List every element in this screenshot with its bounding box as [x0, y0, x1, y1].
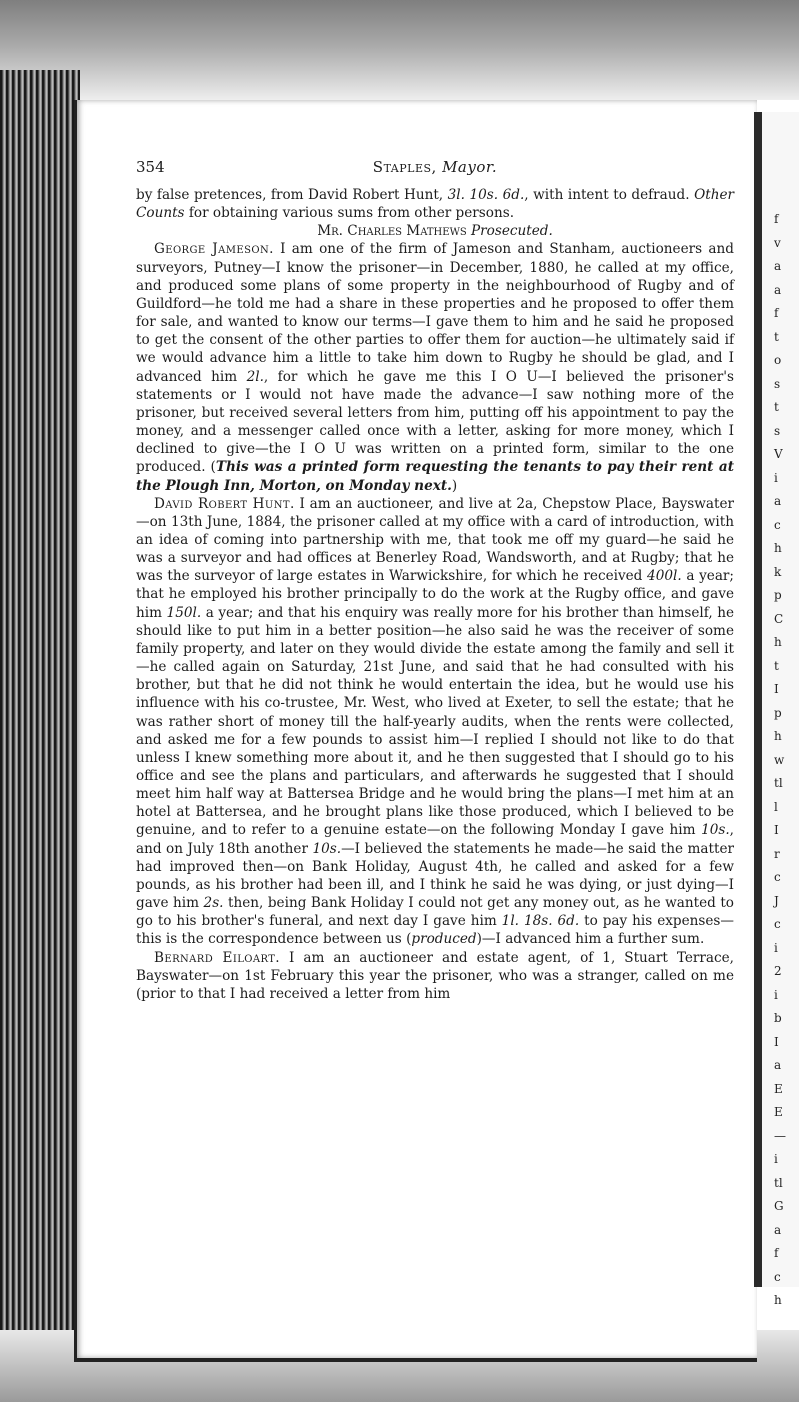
facing-page-letter: p — [774, 705, 782, 720]
text-run: by false pretences, from David Robert Hunt, — [136, 187, 448, 203]
speaker-name: George Jameson. — [154, 241, 274, 258]
facing-page-letter: I — [774, 682, 779, 696]
facing-page-letter: G — [774, 1199, 784, 1213]
speaker-name: Bernard Eiloart. — [154, 949, 281, 966]
text-run: , with intent to defraud. — [524, 187, 695, 203]
facing-page-letter: tl — [774, 1175, 783, 1190]
facing-page-letter: i — [774, 1152, 778, 1166]
facing-page-letter: s — [774, 376, 781, 391]
facing-page-letter: t — [774, 658, 779, 673]
speaker-name: David Robert Hunt. — [154, 495, 295, 512]
amount: 400l. — [647, 568, 682, 585]
text-run: —I believed the statements he made—he said the matter had improved then—on Bank Holiday, August 4th, he called and asked for a few pounds, as his brother had been ill, and I think he said he was dying, or just dying—I gave him — [136, 840, 734, 912]
facing-page-letter: V — [774, 447, 783, 461]
facing-page-letter: tl — [774, 776, 783, 790]
facing-page-letter: v — [774, 235, 781, 250]
text-run: a year; and that his enquiry was really more for his brother than himself, he should like to put him in a better position—he also said he was the receiver of some family property, and later on they would divide the estate among the family and sell it—he called again on Saturday, 21st June, and said that he had consulted with his brother, but that he did not think he would entertain the idea, but he would use his influence with his co-trustee, Mr. West, who lived at Exeter, to sell the estate; that he was rather short of money till the half-yearly audits, when the rents were collected, and asked me for a few pounds to assist him—I replied I should not like to do that unless I knew something more about it, and he then suggested that I should go to his office and see the plans and particulars, and afterwards he suggested that I should meet him half way at Battersea Bridge and he would bring the plans—I met him at an hotel at Battersea, and he brought plans like those produced, which I believed to be genuine, and to refer to a genuine estate—on the following Monday I gave him — [136, 604, 734, 839]
facing-page-letter: r — [774, 846, 780, 861]
facing-page-letter: c — [774, 1269, 781, 1284]
testimony-jameson — [136, 240, 734, 494]
amount: 10s. — [312, 840, 342, 857]
facing-page-letter: C — [774, 611, 784, 626]
facing-page-letter: i — [774, 470, 778, 485]
facing-page-letter: f — [774, 306, 779, 320]
facing-page-letter: t — [774, 400, 779, 414]
produced-note: produced — [411, 931, 477, 948]
facing-page-letter: a — [774, 259, 782, 273]
facing-page-letter: l — [774, 799, 778, 814]
facing-page-letter: J — [774, 893, 779, 908]
running-head-title: Mayor. — [442, 158, 498, 176]
facing-page-letter: h — [774, 1293, 782, 1307]
facing-page-letter: E — [774, 1105, 783, 1119]
page-content — [136, 158, 734, 1003]
text-run: I am an auctioneer and estate agent, of 1, Stuart Terrace, Bayswater—on 1st February this year the prisoner, who was a stranger, called on me (prior to that I had received a letter from him — [136, 949, 734, 1002]
facing-page-letter: f — [774, 1246, 779, 1260]
facing-page-letter: I — [774, 823, 779, 837]
facing-page-letter: — — [774, 1128, 786, 1143]
facing-page-letter: c — [774, 870, 781, 884]
amount: 2s. — [203, 895, 224, 912]
facing-page-letter: a — [774, 1222, 782, 1237]
exhibit-note: This was a printed form requesting the tenants to pay their rent at the Plough Inn, Morton, on Monday next. — [136, 459, 734, 494]
text-run: a year; that he employed his brother principally to do the work at the Rugby office, and gave him — [136, 568, 734, 621]
facing-page-letter: a — [774, 1058, 782, 1072]
facing-page-letter: a — [774, 494, 782, 508]
page-number: 354 — [136, 158, 165, 176]
prosecuted-label: Prosecuted. — [471, 223, 553, 240]
running-head-name: Staples — [372, 158, 432, 176]
facing-page-letter: f — [774, 212, 779, 226]
amount: 10s. — [701, 822, 730, 839]
text-run: to pay his expenses—this is the correspondence between us ( — [136, 913, 734, 948]
facing-page-letter: I — [774, 1034, 779, 1049]
facing-page-letter: 2 — [774, 964, 782, 978]
facing-page-letter: t — [774, 329, 779, 344]
opening-paragraph — [136, 186, 734, 222]
testimony-hunt — [136, 495, 734, 949]
facing-page-letter: w — [774, 752, 785, 767]
facing-page-edge — [754, 112, 799, 1307]
facing-page-letter: o — [774, 353, 782, 367]
facing-page-letter: k — [774, 564, 782, 579]
facing-page-letter: h — [774, 541, 782, 555]
facing-page-letter: h — [774, 729, 782, 743]
facing-page-letter: c — [774, 517, 781, 532]
book-binding-edge — [0, 70, 80, 1370]
amount: 3l. 10s. 6d. — [447, 187, 525, 203]
text-run: for obtaining various sums from other persons. — [184, 205, 515, 222]
facing-page-letter: E — [774, 1081, 783, 1096]
amount: 150l. — [166, 604, 202, 621]
facing-page-letter: a — [774, 282, 782, 297]
amount: 2l. — [246, 368, 264, 385]
text-run: , and on July 18th another — [136, 822, 734, 857]
text-run: then, being Bank Holiday I could not get any money out, as he wanted to go to his brother's funeral, and next day I gave him — [136, 895, 734, 930]
book-page — [74, 100, 757, 1362]
facing-page-letter: s — [774, 423, 781, 438]
facing-page-letter: i — [774, 940, 778, 955]
page-header — [136, 158, 734, 184]
text-run: I am one of the firm of Jameson and Stanham, auctioneers and surveyors, Putney—I know the prisoner—in December, 1880, he called at my office, and produced some plans of some property in the neighbourhood of Rugby and of Guildford—he told me had a share in these properties and he proposed to offer them for sale, and wanted to know our terms—I gave them to him and he said he proposed to get the consent of the other parties to offer them for auction—he ultimately said if we would advance him a little to take him down to Rugby he should be glad, and I advanced him — [136, 241, 734, 385]
counsel-name: Mr. Charles Mathews — [317, 223, 472, 240]
facing-page-letter: c — [774, 917, 781, 931]
text-run: )—I advanced him a further sum. — [476, 931, 705, 948]
running-head-separator: , — [431, 158, 443, 176]
other-counts-label: Other Counts — [136, 187, 734, 222]
facing-page-letter: p — [774, 588, 782, 602]
text-run: , for which he gave me this I O U—I believed the prisoner's statements or I would not have made the advance—I saw nothing more of the prisoner, but received several letters from him, putting off his appointment to pay the money, and a messenger called once with a letter, asking for more money, which I declined to give—the I O U was written on a printed form, similar to the one produced. ( — [136, 368, 734, 476]
amount: 1l. 18s. 6d. — [501, 913, 580, 930]
facing-page-letter: b — [774, 1011, 782, 1025]
facing-page-letter: i — [774, 987, 778, 1002]
scan-background-top — [0, 0, 799, 100]
facing-page-letter: h — [774, 635, 782, 649]
testimony-eiloart — [136, 949, 734, 1003]
prosecuted-line — [136, 222, 734, 240]
text-run: ) — [451, 477, 458, 494]
text-run: I am an auctioneer, and live at 2a, Chepstow Place, Bayswater—on 13th June, 1884, the prisoner called at my office with a card of introduction, with an idea of coming into partnership with me, that took me off my guard—he said he was a surveyor and had offices at Benerley Road, Wandsworth, and at Rugby; that he was the surveyor of large estates in Warwickshire, for which he received — [136, 495, 734, 585]
running-head — [136, 158, 734, 176]
